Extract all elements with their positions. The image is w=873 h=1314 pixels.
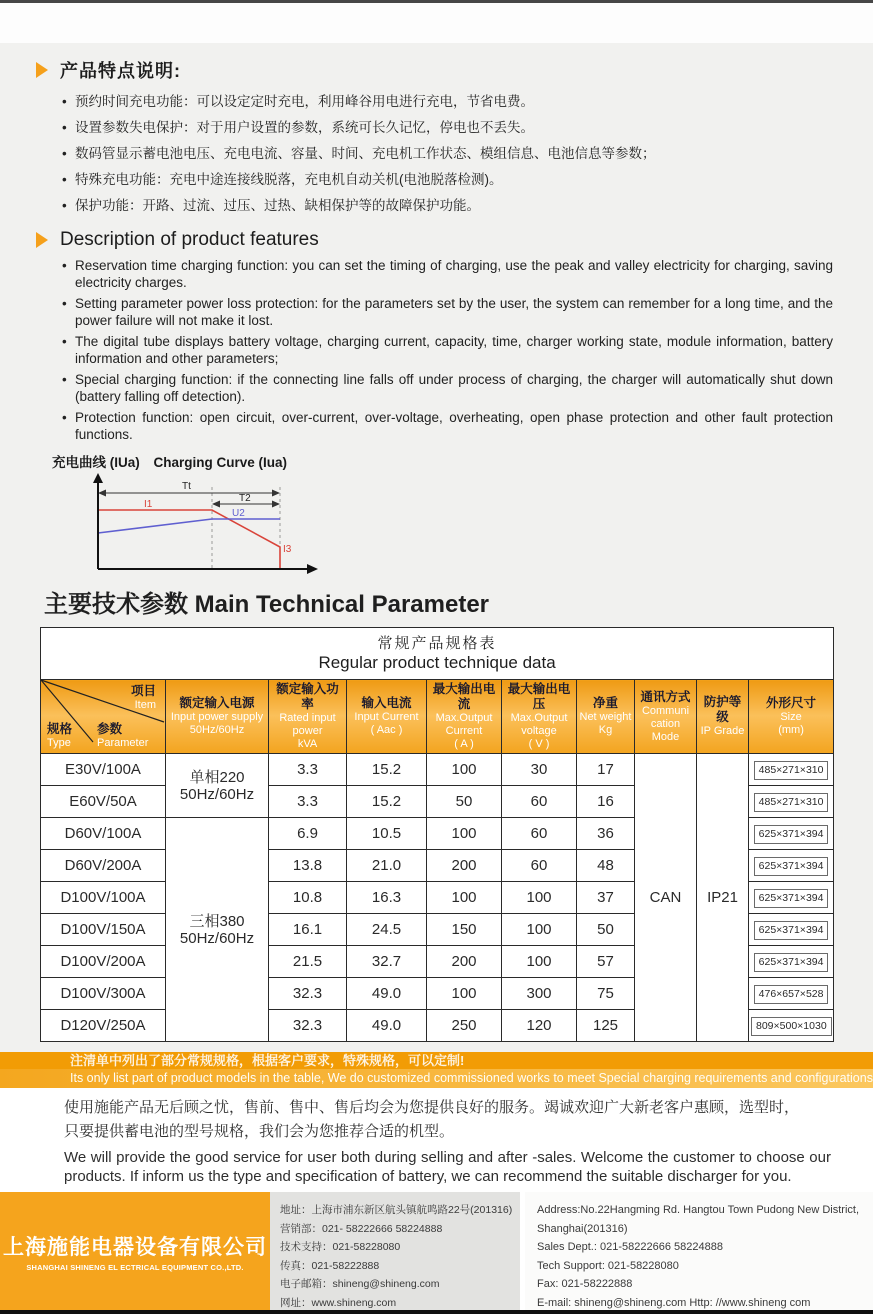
corner-header-cell [41, 680, 166, 754]
footer-contacts-cn [270, 1192, 520, 1310]
col-header-input-current: 输入电流 Input Current ( Aac ) [347, 680, 427, 754]
note-bar-en: Its only list part of product models in the table, We do customized commissioned works to meet Special charging requirements and configurations [0, 1069, 873, 1088]
en-features-heading [0, 229, 873, 251]
company-name-cn: 上海施能电器设备有限公司 [3, 1235, 267, 1259]
table-row: E60V/50A 3.3 15.2 50 60 16 485×271×310 [41, 786, 834, 818]
col-header-max-output-current: 最大输出电流 Max.Output Current ( A ) [427, 680, 502, 754]
col-header-rated-input-power: 额定输入功率 Rated input power kVA [269, 680, 347, 754]
list-item: • 设置参数失电保护：对于用户设置的参数，系统可长久记忆，停电也不丢失。 [62, 115, 833, 141]
contact-line: 地址：上海市浦东新区航头镇航鸣路22号(201316) [280, 1204, 513, 1216]
contact-line: Sales Dept.: 021-58222666 58224888 [537, 1241, 723, 1253]
list-item: • The digital tube displays battery voltage, charging current, capacity, time, charger working state, module information, battery information and other parameters; [62, 333, 833, 367]
contact-line: Fax: 021-58222888 [537, 1278, 633, 1290]
curve-label-u2: U2 [232, 508, 245, 519]
corner-type-label: 规格 Type [47, 722, 73, 749]
en-features-list [0, 257, 873, 443]
curve-label-t2: T2 [239, 493, 251, 504]
service-cn-line2: 只要提供蓄电池的型号规格，我们会为您推荐合适的机型。 [64, 1123, 455, 1140]
charging-curve-chart [0, 473, 873, 582]
main-content [0, 43, 873, 1052]
corner-item-label: 项目 Item [130, 684, 156, 711]
ip-grade-cell: IP21 [697, 754, 749, 1042]
table-row: D60V/100A 三相380 50Hz/60Hz 6.9 10.5 100 60 36 625×371×394 [41, 818, 834, 850]
comm-mode-cell: CAN [635, 754, 697, 1042]
col-header-input-power-supply: 额定输入电源 Input power supply 50Hz/60Hz [166, 680, 269, 754]
col-header-net-weight: 净重 Net weight Kg [577, 680, 635, 754]
power-group-single-phase: 单相220 50Hz/60Hz [166, 754, 269, 818]
table-title-en: Regular product technique data [318, 653, 556, 672]
power-group-three-phase: 三相380 50Hz/60Hz [166, 818, 269, 1042]
curve-label-tt: Tt [182, 481, 191, 492]
en-features-title: Description of product features [60, 229, 319, 250]
cn-features-list [0, 89, 873, 219]
list-item: • 数码管显示蓄电池电压、充电电流、容量、时间、充电机工作状态、模组信息、电池信息等参数； [62, 141, 833, 167]
contact-line: 传真：021-58222888 [280, 1259, 380, 1272]
contact-line: Shanghai(201316) [537, 1222, 628, 1235]
table-row: D100V/150A 16.1 24.5 150 100 50 625×371×394 [41, 914, 834, 946]
list-item: • Setting parameter power loss protection: for the parameters set by the user, the system can remember for a long time, and the power failure will not make it lost. [62, 295, 833, 329]
list-item: • Special charging function: if the connecting line falls off under process of charging, the charger will automatically shut down (battery falling off detection). [62, 371, 833, 405]
curve-title-en: Charging Curve (Iua) [153, 455, 288, 470]
note-bar-cn: 注清单中列出了部分常规规格，根据客户要求，特殊规格，可以定制! [0, 1052, 873, 1069]
contact-line: 营销部：021- 58222666 58224888 [280, 1222, 443, 1235]
contact-line: 技术支持：021-58228080 [280, 1241, 401, 1253]
contact-line: 网址：www.shineng.com [280, 1296, 397, 1309]
footer-contacts-en [525, 1192, 873, 1310]
col-header-max-output-voltage: 最大输出电压 Max.Output voltage ( V ) [502, 680, 577, 754]
service-cn-line1: 使用施能产品无后顾之忧，售前、售中、售后均会为您提供良好的服务。竭诚欢迎广大新老客户惠顾，选型时， [64, 1099, 800, 1116]
list-item: • 保护功能：开路、过流、过压、过热、缺相保护等的故障保护功能。 [62, 193, 833, 219]
list-item: • Reservation time charging function: you can set the timing of charging, use the peak and valley electricity for charging, saving electricity charges. [62, 257, 833, 291]
triangle-bullet-icon [36, 62, 48, 78]
service-en: We will provide the good service for user both during selling and after -sales. Welcome the customer to choose our products. If inform us the type and specification of battery, we can recommend the suitable discharger for you. [64, 1149, 831, 1185]
list-item: • Protection function: open circuit, over-current, over-voltage, overheating, open phase protection and other fault protection functions. [62, 409, 833, 443]
col-header-size: 外形尺寸 Size (mm) [749, 680, 834, 754]
triangle-bullet-icon [36, 232, 48, 248]
table-title-cn: 常规产品规格表 [377, 635, 497, 652]
table-row: D100V/100A 10.8 16.3 100 100 37 625×371×394 [41, 882, 834, 914]
cn-features-title: 产品特点说明: [60, 61, 181, 81]
spec-table-wrap [0, 627, 873, 1042]
footer [0, 1192, 873, 1310]
table-header-row [41, 680, 834, 754]
col-header-ip-grade: 防护等级 IP Grade [697, 680, 749, 754]
curve-label-i1: I1 [144, 499, 153, 510]
col-header-communication-mode: 通讯方式 Communi cation Mode [635, 680, 697, 754]
table-row: D100V/200A 21.5 32.7 200 100 57 625×371×394 [41, 946, 834, 978]
top-margin [0, 3, 873, 43]
tech-parameter-heading: 主要技术参数 Main Technical Parameter [44, 591, 490, 618]
list-item: • 特殊充电功能：充电中途连接线脱落，充电机自动关机(电池脱落检测)。 [62, 167, 833, 193]
contact-line: 电子邮箱：shineng@shineng.com [280, 1278, 440, 1290]
table-row: D120V/250A 32.3 49.0 250 120 125 809×500×1030 [41, 1010, 834, 1042]
table-row: E30V/100A 单相220 50Hz/60Hz 3.3 15.2 100 30 17 CAN IP21 485×271×310 [41, 754, 834, 786]
curve-label-i3: I3 [283, 544, 292, 555]
contact-line: E-mail: shineng@shineng.com Http: //www.shineng com [537, 1296, 811, 1309]
spec-table [40, 627, 834, 1042]
company-name-en: SHANGHAI SHINENG EL ECTRICAL EQUIPMENT CO.,LTD. [26, 1262, 244, 1272]
corner-param-label: 参数 Parameter [97, 722, 149, 749]
curve-title [0, 451, 873, 471]
table-row: D100V/300A 32.3 49.0 100 300 75 476×657×528 [41, 978, 834, 1010]
curve-svg [84, 473, 334, 577]
table-row: D60V/200A 13.8 21.0 200 60 48 625×371×394 [41, 850, 834, 882]
footer-company-block [0, 1192, 270, 1310]
service-paragraph [0, 1088, 873, 1192]
contact-line: Address:No.22Hangming Rd. Hangtou Town Pudong New District, [537, 1204, 860, 1216]
table-title [41, 628, 834, 680]
contact-line: Tech Support: 021-58228080 [537, 1259, 679, 1272]
cn-features-heading [0, 57, 873, 83]
curve-title-cn: 充电曲线 (IUa) [52, 455, 140, 470]
list-item: • 预约时间充电功能：可以设定定时充电，利用峰谷用电进行充电，节省电费。 [62, 89, 833, 115]
